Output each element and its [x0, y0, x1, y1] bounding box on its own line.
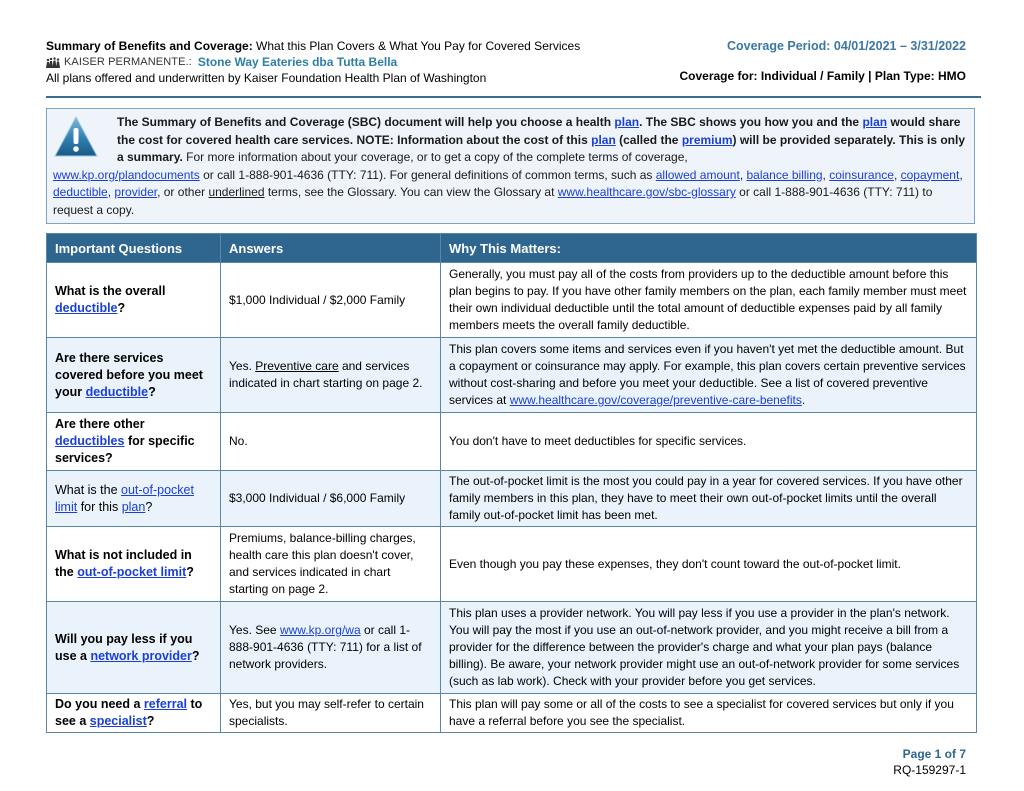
deductible-link[interactable]: deductible	[55, 301, 118, 315]
preventive-care-term: Preventive care	[255, 359, 339, 373]
brand-name: KAISER PERMANENTE.:	[64, 56, 192, 68]
preventive-care-benefits-link[interactable]: www.healthcare.gov/coverage/preventive-care-benefits	[509, 393, 802, 407]
question-cell	[47, 602, 221, 694]
question-text: ?	[186, 565, 194, 579]
table-header-row	[47, 234, 977, 263]
notice-text-5: ) will be provided separately. This is only a summary.	[117, 132, 966, 164]
network-provider-link[interactable]: network provider	[90, 648, 192, 663]
answer-text: or call 1-888-901-4636 (TTY: 711) for a list of network providers.	[229, 623, 422, 671]
question-text: Will you pay less if you use a	[55, 631, 193, 663]
document-header	[46, 38, 646, 86]
answer-cell: Premiums, balance-billing charges, health care this plan doesn't cover, and services indicated in chart starting on page 2.	[221, 527, 441, 602]
question-text: Are there other	[55, 417, 145, 431]
employer-name: Stone Way Eateries dba Tutta Bella	[197, 55, 398, 69]
question-cell	[47, 263, 221, 338]
question-text: What is the overall	[55, 284, 166, 298]
question-cell	[47, 413, 221, 471]
header-divider	[46, 96, 981, 98]
separator: ,	[739, 167, 747, 182]
notice-text-9: terms, see the Glossary. You can view the Glossary at	[264, 185, 558, 199]
question-text: ?	[117, 301, 126, 315]
question-text: What is the	[55, 482, 121, 497]
document-title	[46, 38, 646, 54]
coverage-info	[679, 38, 966, 84]
answer-text: Yes. See	[229, 623, 280, 637]
document-id: RQ-159297-1	[893, 763, 966, 777]
coverage-for: Coverage for: Individual / Family | Plan Type: HMO	[679, 69, 966, 83]
why-cell	[441, 338, 977, 413]
header-answers: Answers	[221, 234, 441, 263]
question-text: Are there services covered before you meet your	[55, 350, 203, 399]
kp-wa-link[interactable]: www.kp.org/wa	[279, 623, 361, 637]
kaiser-logo	[46, 54, 192, 70]
question-text: ?	[146, 714, 155, 728]
notice-text-1: The Summary of Benefits and Coverage (SBC) document will help you choose a health	[117, 115, 615, 129]
table-row	[47, 263, 977, 338]
title-rest: What this Plan Covers & What You Pay for Covered Services	[252, 39, 581, 53]
question-text: for specific services?	[55, 434, 195, 465]
answer-text: Yes.	[229, 359, 256, 373]
question-cell	[47, 694, 221, 733]
plan-documents-link[interactable]: www.kp.org/plandocuments	[53, 167, 200, 182]
why-text: This plan covers some items and services even if you haven't yet met the deductible amount. But a copayment or coinsurance may apply. For example, this plan covers certain preventive services without cost-sharing and before you meet your deductible. See a list of covered preventive services at	[449, 342, 966, 407]
specialist-link[interactable]: specialist	[89, 714, 147, 728]
table-row	[47, 413, 977, 471]
answer-cell: Yes, but you may self-refer to certain specialists.	[221, 694, 441, 733]
why-cell: You don't have to meet deductibles for specific services.	[441, 413, 977, 471]
plan-link[interactable]: plan	[862, 115, 888, 129]
question-text: for this	[77, 499, 122, 514]
deductibles-link[interactable]: deductibles	[55, 434, 125, 448]
referral-link[interactable]: referral	[143, 697, 187, 711]
page-footer	[893, 746, 966, 778]
sbc-notice-box	[46, 108, 975, 224]
provider-link[interactable]: provider	[114, 185, 158, 199]
important-questions-table	[46, 233, 977, 733]
separator: ,	[959, 167, 963, 182]
out-of-pocket-limit-link[interactable]: out-of-pocket limit	[77, 565, 187, 579]
why-cell: This plan uses a provider network. You will pay less if you use a provider in the plan's network. You will pay the most if you use an out-of-network provider, and you might receive a bill from a provider for the difference between the provider's charge and what your plan pays (balance billing). Be aware, your network provider might use an out-of-network provider for some services (such as lab work). Check with your provider before you get services.	[441, 602, 977, 694]
table-row	[47, 694, 977, 733]
header-why-this-matters: Why This Matters:	[441, 234, 977, 263]
page-number: Page 1 of 7	[902, 747, 966, 761]
notice-text-8: , or other	[157, 185, 209, 199]
why-text: .	[801, 393, 806, 407]
question-text: ?	[145, 499, 153, 514]
why-cell: This plan will pay some or all of the costs to see a specialist for covered services but only if you have a referral before you see the specialist.	[441, 694, 977, 733]
answer-cell: No.	[221, 413, 441, 471]
question-cell	[47, 471, 221, 527]
question-text: to see a	[55, 697, 203, 728]
title-bold: Summary of Benefits and Coverage:	[46, 39, 253, 53]
notice-text-2: . The SBC shows you how you and the	[639, 115, 863, 129]
answer-cell: $1,000 Individual / $2,000 Family	[221, 263, 441, 338]
notice-text-6: For more information about your coverage, or to get a copy of the complete terms of coverage,	[182, 150, 688, 164]
allowed-amount-link[interactable]: allowed amount	[655, 167, 740, 182]
premium-link[interactable]: premium	[681, 132, 733, 147]
kp-people-logo-icon	[46, 57, 60, 68]
deductible-link[interactable]: deductible	[85, 384, 149, 399]
table-row	[47, 338, 977, 413]
notice-text-4: (called the	[615, 132, 682, 147]
table-row	[47, 527, 977, 602]
question-text: ?	[148, 384, 156, 399]
glossary-link[interactable]: www.healthcare.gov/sbc-glossary	[557, 185, 736, 199]
notice-text	[53, 114, 966, 219]
question-text: Do you need a	[55, 697, 144, 711]
answer-cell: $3,000 Individual / $6,000 Family	[221, 471, 441, 527]
copayment-link[interactable]: copayment	[900, 167, 960, 182]
deductible-link[interactable]: deductible	[53, 185, 108, 199]
coverage-period: Coverage Period: 04/01/2021 – 3/31/2022	[726, 39, 966, 53]
notice-text-3: would share the cost for covered health care services. NOTE: Information about the cost of this	[117, 115, 961, 147]
plan-link[interactable]: plan	[614, 115, 640, 129]
answer-cell	[221, 338, 441, 413]
question-text: ?	[191, 648, 200, 663]
answer-cell	[221, 602, 441, 694]
plan-link[interactable]: plan	[121, 499, 146, 514]
question-cell	[47, 338, 221, 413]
why-cell: The out-of-pocket limit is the most you could pay in a year for covered services. If you have other family members in this plan, they have to meet their own out-of-pocket limits until the overall family out-of-pocket limit has been met.	[441, 471, 977, 527]
why-cell: Even though you pay these expenses, they don't count toward the out-of-pocket limit.	[441, 527, 977, 602]
answer-text: and services indicated in chart starting on page 2.	[229, 359, 423, 390]
notice-text-7: or call 1-888-901-4636 (TTY: 711). For general definitions of common terms, such as	[199, 167, 656, 182]
separator: ,	[893, 167, 901, 182]
separator: ,	[107, 185, 115, 199]
question-text: What is not included in the	[55, 548, 192, 579]
table-row	[47, 471, 977, 527]
underlined-word: underlined	[208, 185, 265, 199]
header-important-questions: Important Questions	[47, 234, 221, 263]
out-of-pocket-limit-link[interactable]: out-of-pocket limit	[55, 482, 194, 514]
coinsurance-link[interactable]: coinsurance	[829, 167, 894, 182]
plan-link[interactable]: plan	[591, 132, 616, 147]
notice-text-10: or call 1-888-901-4636 (TTY: 711) to request a copy.	[53, 185, 933, 217]
question-cell	[47, 527, 221, 602]
underwriter-text: All plans offered and underwritten by Kaiser Foundation Health Plan of Washington	[46, 71, 487, 85]
table-row	[47, 602, 977, 694]
balance-billing-link[interactable]: balance billing	[746, 167, 823, 182]
why-cell: Generally, you must pay all of the costs from providers up to the deductible amount before this plan begins to pay. If you have other family members on the plan, each family member must meet their own individual deductible until the total amount of deductible expenses paid by all family members meets the overall family deductible.	[441, 263, 977, 338]
separator: ,	[822, 167, 830, 182]
